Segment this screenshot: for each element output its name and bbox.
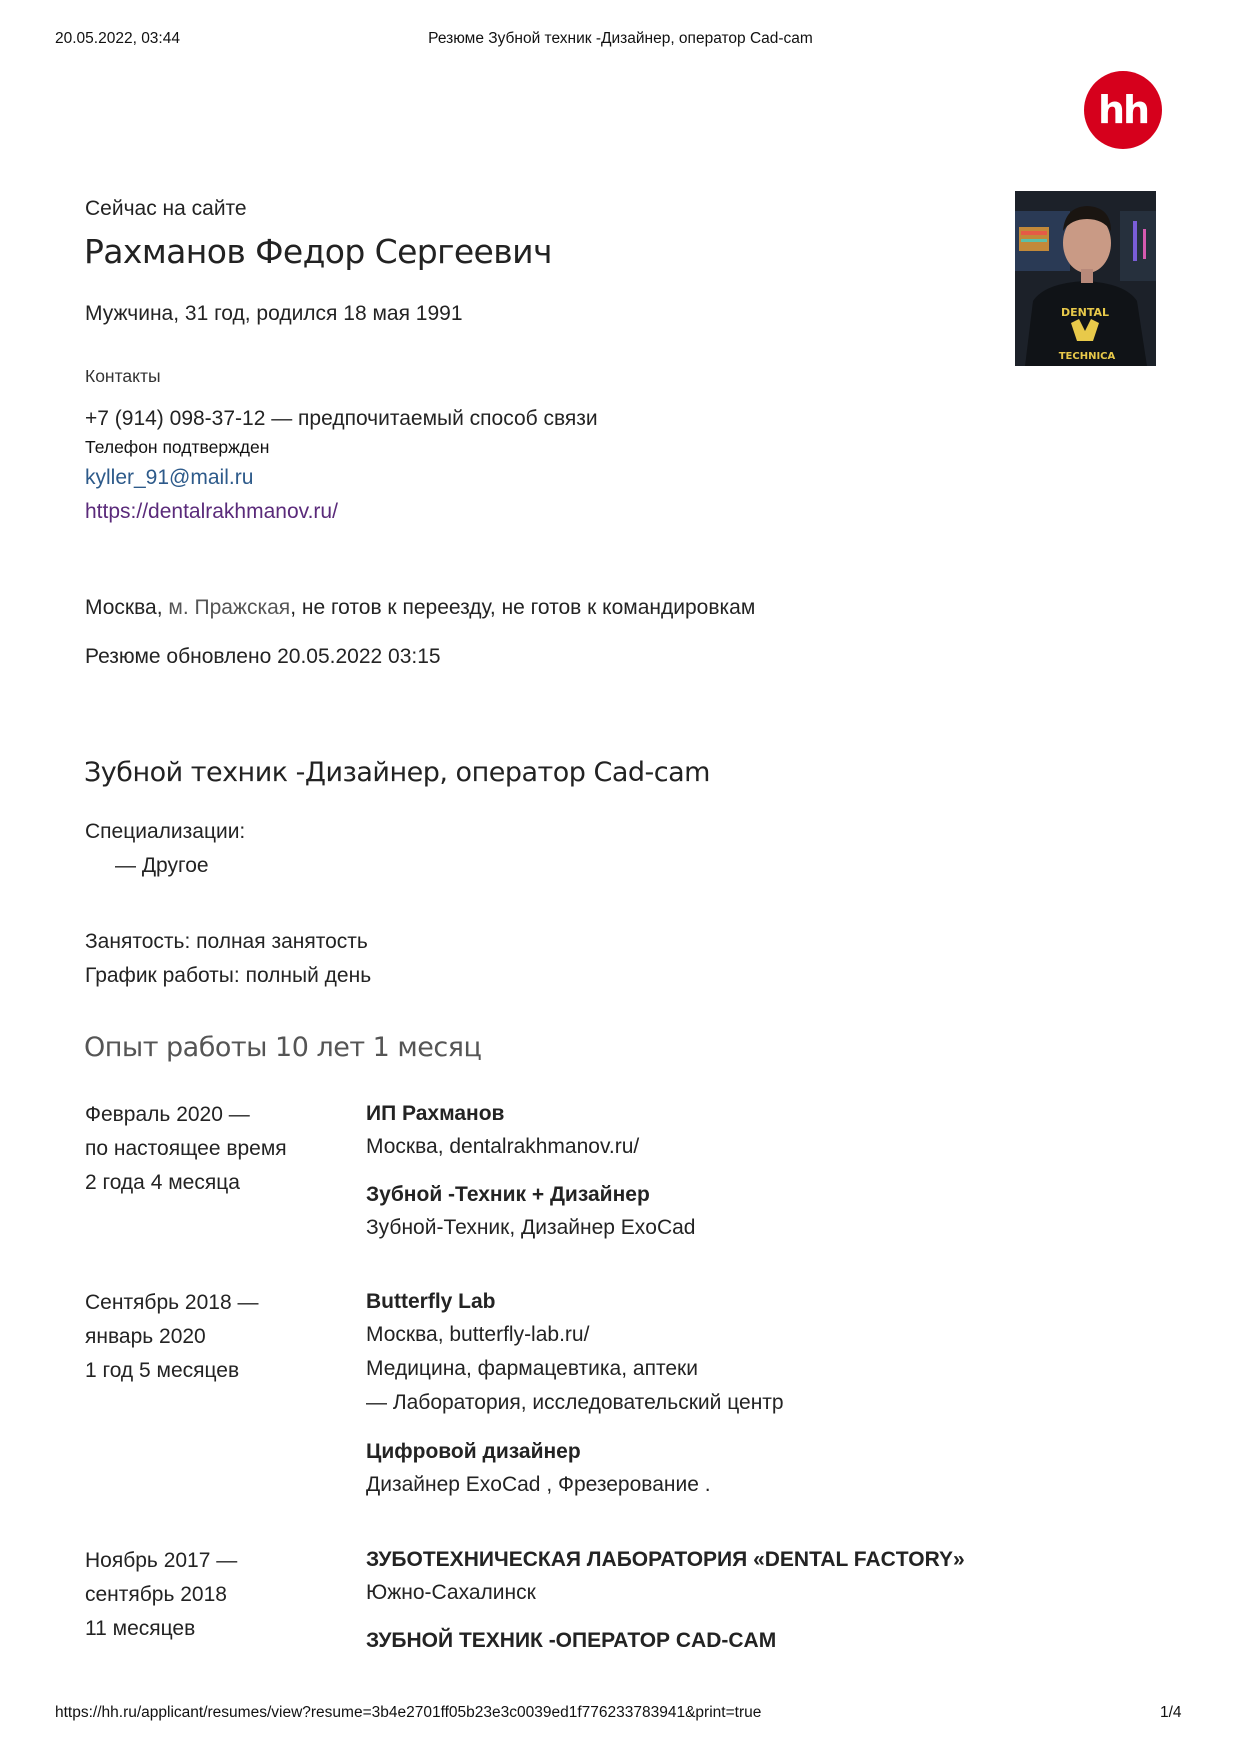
job-location: Москва, dentalrakhmanov.ru/ xyxy=(366,1135,640,1158)
phone-verified-note: Телефон подтвержден xyxy=(85,437,270,457)
job-company: ЗУБОТЕХНИЧЕСКАЯ ЛАБОРАТОРИЯ «DENTAL FACTORY» xyxy=(366,1548,965,1571)
job-period-end: по настоящее время xyxy=(85,1137,287,1160)
job-role: Цифровой дизайнер xyxy=(366,1440,581,1463)
website-link[interactable]: https://dentalrakhmanov.ru/ xyxy=(85,500,338,523)
online-status: Сейчас на сайте xyxy=(85,197,247,220)
job-industry-sub: — Лаборатория, исследовательский центр xyxy=(366,1391,784,1414)
hh-logo[interactable] xyxy=(1084,71,1162,149)
job-location: Москва, butterfly-lab.ru/ xyxy=(366,1323,590,1346)
job-duration: 2 года 4 месяца xyxy=(85,1171,240,1194)
job-description: Дизайнер ExoCad , Фрезерование . xyxy=(366,1473,711,1496)
email-link[interactable]: kyller_91@mail.ru xyxy=(85,466,254,489)
experience-title: Опыт работы 10 лет 1 месяц xyxy=(84,1032,482,1063)
photo-shirt-text-top: DENTAL xyxy=(1060,306,1110,319)
job-period-start: Сентябрь 2018 — xyxy=(85,1291,259,1314)
job-location: Южно-Сахалинск xyxy=(366,1581,536,1604)
job-description: Зубной-Техник, Дизайнер ExoCad xyxy=(366,1216,696,1239)
job-industry: Медицина, фармацевтика, аптеки xyxy=(366,1357,698,1380)
personal-info: Мужчина, 31 год, родился 18 мая 1991 xyxy=(85,302,463,325)
print-url: https://hh.ru/applicant/resumes/view?resume=3b4e2701ff05b23e3c0039ed1f776233783941&print=true xyxy=(55,1704,762,1721)
specialization-item: — Другое xyxy=(115,854,209,877)
job-role: Зубной -Техник + Дизайнер xyxy=(366,1183,650,1206)
resume-updated: Резюме обновлено 20.05.2022 03:15 xyxy=(85,645,441,668)
candidate-name: Рахманов Федор Сергеевич xyxy=(84,232,552,271)
job-company: Butterfly Lab xyxy=(366,1290,496,1313)
contacts-label: Контакты xyxy=(85,366,161,386)
hh-logo-text: hh xyxy=(1097,88,1149,132)
job-period-end: январь 2020 xyxy=(85,1325,206,1348)
job-duration: 11 месяцев xyxy=(85,1617,196,1640)
photo-shirt-text-bottom: TECHNICA xyxy=(1058,351,1116,362)
print-datetime: 20.05.2022, 03:44 xyxy=(55,30,180,47)
work-schedule: График работы: полный день xyxy=(85,964,372,987)
job-role: ЗУБНОЙ ТЕХНИК -ОПЕРАТОР CAD-CAM xyxy=(366,1629,777,1652)
job-duration: 1 год 5 месяцев xyxy=(85,1359,240,1382)
position-title: Зубной техник -Дизайнер, оператор Cad-cam xyxy=(84,757,710,788)
job-period-end: сентябрь 2018 xyxy=(85,1583,227,1606)
print-page-title: Резюме Зубной техник -Дизайнер, оператор Cad-cam xyxy=(428,30,813,47)
page-number: 1/4 xyxy=(1160,1704,1182,1721)
job-period-start: Февраль 2020 — xyxy=(85,1103,250,1126)
job-company: ИП Рахманов xyxy=(366,1102,505,1125)
job-period-start: Ноябрь 2017 — xyxy=(85,1549,238,1572)
employment-type: Занятость: полная занятость xyxy=(85,930,368,953)
relocation-info: , не готов к переезду, не готов к командировкам xyxy=(290,596,756,619)
location-info xyxy=(85,596,755,620)
metro-station: м. Пражская xyxy=(168,596,291,619)
candidate-photo xyxy=(1015,191,1156,366)
location-city: Москва, xyxy=(85,596,169,619)
phone-number: +7 (914) 098-37-12 — предпочитаемый способ связи xyxy=(85,407,598,430)
specializations-label: Специализации: xyxy=(85,820,246,843)
